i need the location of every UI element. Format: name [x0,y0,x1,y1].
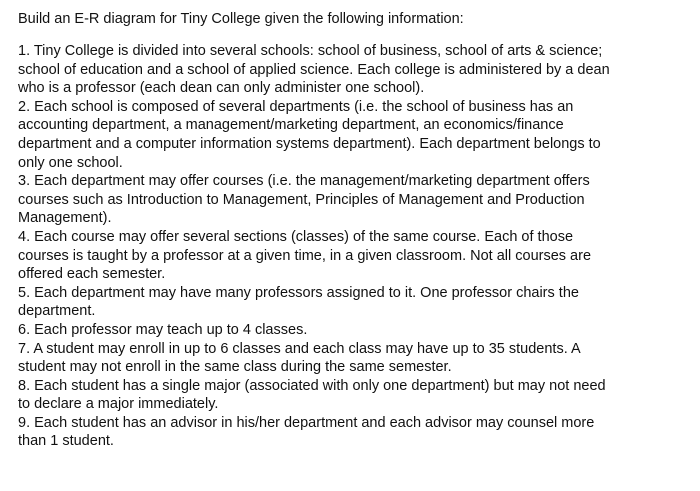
requirement-line: 8. Each student has a single major (associated with only one department) but may not need [18,377,606,394]
requirement-line: 7. A student may enroll in up to 6 classes and each class may have up to 35 students. A [18,340,581,357]
requirement-line: than 1 student. [18,433,114,450]
requirement-item-7 [18,340,694,377]
requirement-line: department. [18,303,96,320]
requirement-line: 2. Each school is composed of several departments (i.e. the school of business has an [18,98,574,115]
document-heading: Build an E-R diagram for Tiny College given the following information: [18,11,464,27]
requirement-line: courses such as Introduction to Management, Principles of Management and Production [18,191,585,208]
requirement-line: 6. Each professor may teach up to 4 classes. [18,321,308,338]
requirement-line: offered each semester. [18,266,166,283]
requirement-line: 4. Each course may offer several sections (classes) of the same course. Each of those [18,228,574,245]
requirement-line: courses is taught by a professor at a given time, in a given classroom. Not all courses are [18,247,592,264]
requirement-item-2 [18,98,694,172]
requirement-line: 9. Each student has an advisor in his/her department and each advisor may counsel more [18,414,595,431]
requirement-line: 5. Each department may have many professors assigned to it. One professor chairs the [18,284,579,301]
requirement-line: only one school. [18,154,123,171]
requirement-item-8 [18,377,694,414]
requirements-list [18,42,694,451]
requirement-line: 1. Tiny College is divided into several schools: school of business, school of arts & science; [18,43,603,59]
requirement-item-3 [18,172,694,228]
requirement-item-4 [18,228,694,284]
requirement-line: Management). [18,210,112,227]
requirement-line: to declare a major immediately. [18,396,219,413]
requirement-item-6 [18,321,694,340]
requirement-line: accounting department, a management/marketing department, an economics/finance [18,117,564,134]
requirement-line: department and a computer information systems department). Each department belongs to [18,135,601,152]
requirement-line: who is a professor (each dean can only administer one school). [18,80,425,97]
requirement-line: school of education and a school of applied science. Each college is administered by a dean [18,61,610,78]
requirement-line: 3. Each department may offer courses (i.e. the management/marketing department offers [18,173,590,190]
requirement-item-5 [18,284,694,321]
requirement-line: student may not enroll in the same class during the same semester. [18,359,452,376]
requirement-item-1 [18,42,694,98]
requirement-item-9 [18,414,694,451]
